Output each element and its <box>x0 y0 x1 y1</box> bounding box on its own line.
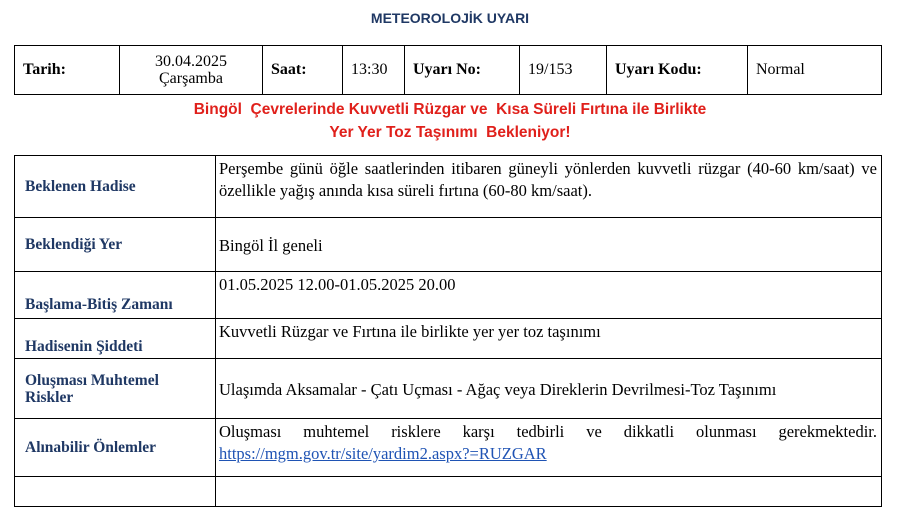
date-value <box>120 46 263 95</box>
precautions-value <box>216 419 882 477</box>
table-row <box>15 156 882 218</box>
headline-line-2: Yer Yer Toz Taşınımı Bekleniyor! <box>329 124 571 141</box>
table-row <box>15 359 882 419</box>
severity-label: Hadisenin Şiddeti <box>15 319 216 359</box>
ruzgar-help-link[interactable]: https://mgm.gov.tr/site/yardim2.aspx?=RUZGAR <box>219 444 547 463</box>
expected-event-label: Beklenen Hadise <box>15 156 216 218</box>
table-row <box>15 272 882 319</box>
expected-place-value: Bingöl İl geneli <box>216 218 882 272</box>
document-title: METEOROLOJİK UYARI <box>370 10 530 26</box>
time-label: Saat: <box>263 46 343 95</box>
time-value: 13:30 <box>343 46 405 95</box>
expected-place-label: Beklendiği Yer <box>15 218 216 272</box>
expected-event-value: Perşembe günü öğle saatlerinden itibaren güneyli yönlerden kuvvetli rüzgar (40-60 km/saat) ve özellikle yağış anında kısa süreli fırtına (60-80 km/saat). <box>216 156 882 218</box>
start-end-time-value: 01.05.2025 12.00-01.05.2025 20.00 <box>216 272 882 319</box>
warning-headline <box>0 98 900 144</box>
risks-value: Ulaşımda Aksamalar - Çatı Uçması - Ağaç veya Direklerin Devrilmesi-Toz Taşınımı <box>216 359 882 419</box>
warning-code-label: Uyarı Kodu: <box>607 46 748 95</box>
headline-line-1: Bingöl Çevrelerinde Kuvvetli Rüzgar ve Kısa Süreli Fırtına ile Birlikte <box>193 101 707 118</box>
start-end-time-label: Başlama-Bitiş Zamanı <box>15 272 216 319</box>
table-row <box>15 419 882 477</box>
severity-value: Kuvvetli Rüzgar ve Fırtına ile birlikte yer yer toz taşınımı <box>216 319 882 359</box>
warning-no-label: Uyarı No: <box>405 46 520 95</box>
precautions-text: Oluşması muhtemel risklere karşı tedbirli ve dikkatli olunması gerekmektedir. <box>219 422 877 441</box>
date-text: 30.04.2025 <box>155 53 227 70</box>
warning-details-table <box>14 155 882 507</box>
day-text: Çarşamba <box>159 70 223 87</box>
table-row <box>15 319 882 359</box>
date-label: Tarih: <box>15 46 120 95</box>
warning-header-table <box>14 45 882 95</box>
warning-no-value: 19/153 <box>520 46 607 95</box>
table-row <box>15 218 882 272</box>
warning-code-value: Normal <box>748 46 882 95</box>
risks-label: Oluşması Muhtemel Riskler <box>15 359 216 419</box>
precautions-label: Alınabilir Önlemler <box>15 419 216 477</box>
